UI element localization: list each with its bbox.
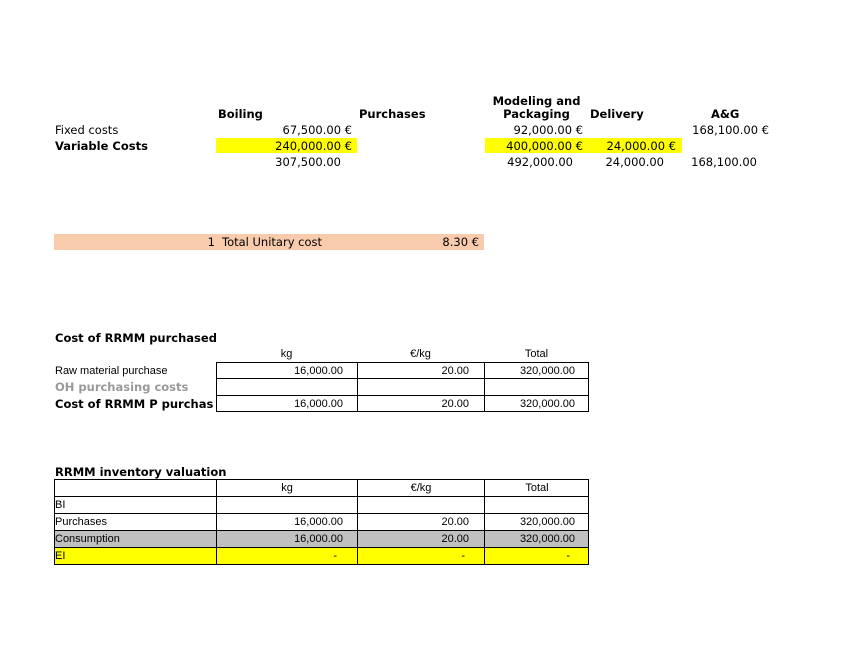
col-header-total: Total bbox=[524, 348, 549, 360]
fixed-ag-value: 168,100.00 € bbox=[692, 123, 769, 137]
rrmm-purchased-title: Cost of RRMM purchased bbox=[55, 331, 217, 345]
raw-eurkg: 20.00 bbox=[441, 365, 469, 377]
header-delivery: Delivery bbox=[590, 107, 644, 121]
inv-purchases-total: 320,000.00 bbox=[519, 516, 575, 528]
inv-row-label-consumption: Consumption bbox=[55, 533, 120, 545]
total-boiling-value: 307,500.00 bbox=[275, 155, 341, 169]
variable-boiling-value: 240,000.00 € bbox=[275, 139, 352, 153]
total-modeling-value: 492,000.00 bbox=[507, 155, 573, 169]
cost-eurkg: 20.00 bbox=[441, 398, 469, 410]
unitary-label: Total Unitary cost bbox=[222, 235, 323, 249]
header-purchases: Purchases bbox=[359, 107, 426, 121]
fixed-modeling-value: 92,000.00 € bbox=[513, 123, 583, 137]
cost-total: 320,000.00 bbox=[519, 398, 575, 410]
variable-modeling-value: 400,000.00 € bbox=[506, 139, 583, 153]
variable-delivery-value: 24,000.00 € bbox=[606, 139, 676, 153]
inv-ei-total: - bbox=[566, 550, 570, 562]
row-label-cost-rrmm: Cost of RRMM P purchas bbox=[55, 397, 214, 411]
header-modeling-line1: Modeling and bbox=[492, 94, 581, 108]
row-label-oh-purchasing: OH purchasing costs bbox=[55, 380, 189, 394]
inv-row-label-ei: EI bbox=[55, 550, 66, 562]
inv-consumption-total: 320,000.00 bbox=[519, 533, 575, 545]
inv-row-label-purchases: Purchases bbox=[55, 516, 107, 528]
row-label-fixed-costs: Fixed costs bbox=[55, 123, 119, 137]
inv-ei-kg: - bbox=[333, 550, 337, 562]
inv-consumption-kg: 16,000.00 bbox=[294, 533, 343, 545]
total-ag-value: 168,100.00 bbox=[691, 155, 757, 169]
header-boiling: Boiling bbox=[218, 107, 263, 121]
total-delivery-value: 24,000.00 bbox=[605, 155, 664, 169]
inv-purchases-kg: 16,000.00 bbox=[294, 516, 343, 528]
fixed-boiling-value: 67,500.00 € bbox=[282, 123, 352, 137]
inventory-title: RRMM inventory valuation bbox=[55, 465, 227, 479]
inv-col-header-eur-kg: €/kg bbox=[410, 482, 432, 494]
inv-ei-eurkg: - bbox=[461, 550, 465, 562]
row-label-raw-material: Raw material purchase bbox=[55, 365, 168, 377]
inv-row-label-bi: BI bbox=[55, 499, 66, 511]
raw-total: 320,000.00 bbox=[519, 365, 575, 377]
inv-consumption-eurkg: 20.00 bbox=[441, 533, 469, 545]
inv-purchases-eurkg: 20.00 bbox=[441, 516, 469, 528]
row-label-variable-costs: Variable Costs bbox=[55, 139, 148, 153]
raw-kg: 16,000.00 bbox=[294, 365, 343, 377]
col-header-kg: kg bbox=[280, 348, 293, 360]
cost-kg: 16,000.00 bbox=[294, 398, 343, 410]
header-modeling-line2: Packaging bbox=[503, 107, 570, 121]
unitary-value: 8.30 € bbox=[442, 235, 479, 249]
col-header-eur-kg: €/kg bbox=[410, 348, 431, 360]
header-ag: A&G bbox=[711, 107, 740, 121]
inv-col-header-total: Total bbox=[525, 482, 549, 494]
inv-col-header-kg: kg bbox=[281, 482, 293, 494]
unitary-count: 1 bbox=[207, 235, 215, 249]
